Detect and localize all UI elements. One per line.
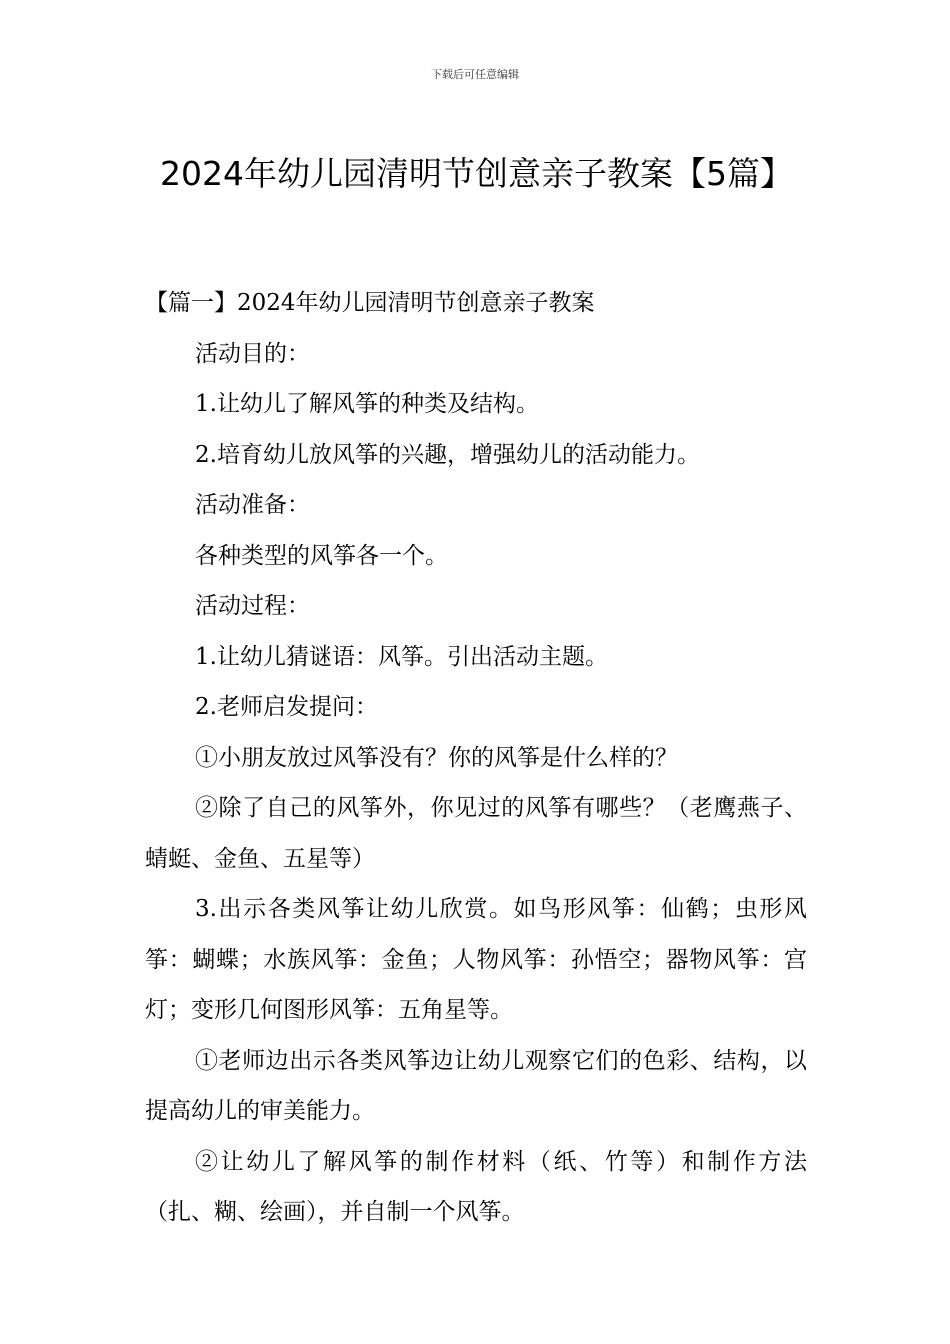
document-body [145, 278, 807, 1238]
paragraph: ①老师边出示各类风筝边让幼儿观察它们的色彩、结构，以提高幼儿的审美能力。 [145, 1047, 807, 1124]
paragraph: 1.让幼儿了解风筝的种类及结构。 [195, 391, 539, 417]
paragraph: 活动准备： [195, 492, 310, 518]
paragraph: 2.老师启发提问： [195, 694, 378, 720]
paragraph: 各种类型的风筝各一个。 [195, 542, 448, 569]
paragraph: ①小朋友放过风筝没有？你的风筝是什么样的？ [195, 744, 678, 771]
paragraph: 1.让幼儿猜谜语：风筝。引出活动主题。 [195, 643, 608, 670]
paragraph: 2.培育幼儿放风筝的兴趣，增强幼儿的活动能力。 [195, 441, 700, 468]
page-header-note: 下载后可任意编辑 [431, 68, 519, 81]
paragraph: ②除了自己的风筝外，你见过的风筝有哪些？（老鹰燕子、蜻蜓、金鱼、五星等） [145, 795, 807, 872]
paragraph: 活动目的： [195, 340, 310, 367]
section-heading: 【篇一】2024年幼儿园清明节创意亲子教案 [145, 290, 595, 316]
paragraph: 3.出示各类风筝让幼儿欣赏。如鸟形风筝：仙鹤；虫形风筝：蝴蝶；水族风筝：金鱼；人物风筝：孙悟空；器物风筝：宫灯；变形几何图形风筝：五角星等。 [145, 896, 807, 1023]
paragraph: 活动过程： [195, 593, 310, 619]
paragraph: ②让幼儿了解风筝的制作材料（纸、竹等）和制作方法（扎、糊、绘画），并自制一个风筝。 [145, 1148, 807, 1225]
document-title: 2024年幼儿园清明节创意亲子教案【5篇】 [160, 154, 793, 194]
